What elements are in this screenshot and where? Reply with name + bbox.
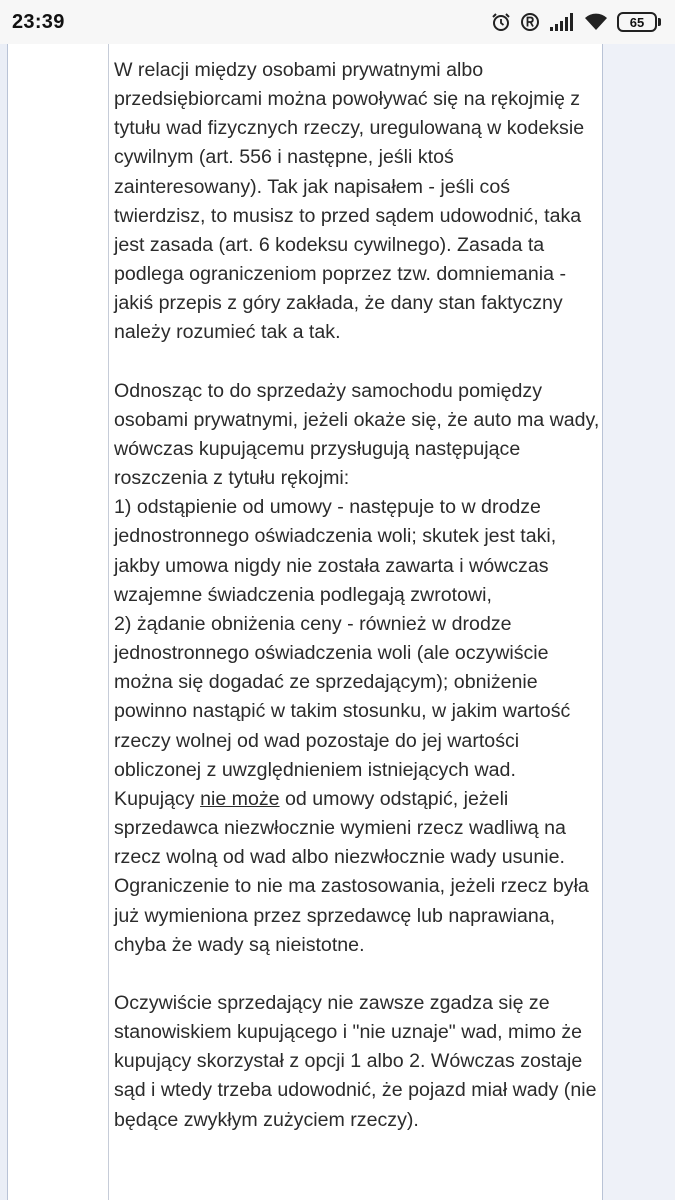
paragraph-gap: [114, 348, 602, 377]
author-column: [9, 44, 109, 1200]
status-icons: [491, 12, 661, 32]
status-bar: [0, 0, 675, 44]
underlined-phrase: nie może: [200, 787, 280, 810]
right-rail: [602, 44, 675, 1200]
buyer-prefix: Kupujący: [114, 787, 201, 810]
post-paragraph-1: W relacji między osobami prywatnymi albo przedsiębiorcami można powoływać się na rękojmię z tytułu wad fizycznych rzeczy, uregulowaną w kodeksie cywilnym (art. 556 i następne, jeśli ktoś zainteresowany). Tak jak napisałem - jeśli coś twierdzisz, to musisz to przed sądem udowodnić, taka jest zasada (art. 6 kodeksu cywilnego). Zasada ta podlega ograniczeniom poprzez tzw. domniemania - jakiś przepis z góry zakłada, że dany stan faktyczny należy rozumieć tak a tak.: [114, 59, 585, 344]
registered-icon: [520, 12, 540, 32]
signal-icon: [549, 13, 575, 31]
buyer-paragraph: [114, 785, 602, 960]
battery-tip: [658, 18, 661, 26]
left-rail: [0, 44, 8, 1200]
battery-level: 65: [617, 12, 657, 32]
alarm-icon: [491, 12, 511, 32]
clock: 23:39: [12, 10, 65, 33]
buyer-rest: od umowy odstąpić, jeżeli sprzedawca niezwłocznie wymieni rzecz wadliwą na rzecz wolną od wad albo niezwłocznie wady usunie. Ograniczenie to nie ma zastosowania, jeżeli rzecz była już wymieniona przez sprzedawcę lub naprawiana, chyba że wady są nieistotne.: [114, 787, 589, 956]
post-body: [114, 56, 602, 1135]
forum-page[interactable]: [0, 44, 675, 1200]
paragraph-gap: [114, 960, 602, 989]
post-paragraph-3: Oczywiście sprzedający nie zawsze zgadza się ze stanowiskiem kupującego i "nie uznaje" wad, mimo że kupujący skorzystał z opcji 1 albo 2. Wówczas zostaje sąd i wtedy trzeba udowodnić, że pojazd miał wady (nie będące zwykłym zużyciem rzeczy).: [114, 991, 597, 1131]
column-divider: [108, 44, 109, 1200]
claim-item-1: 1) odstąpienie od umowy - następuje to w drodze jednostronnego oświadczenia woli; skutek jest taki, jakby umowa nigdy nie została zawarta i wówczas wzajemne świadczenia podlegają zwrotowi,: [114, 496, 557, 606]
wifi-icon: [584, 13, 608, 31]
claim-item-2: 2) żądanie obniżenia ceny - również w drodze jednostronnego oświadczenia woli (ale oczywiście można się dogadać ze sprzedającym); obniżenie powinno nastąpić w takim stosunku, w jakim wartość rzeczy wolnej od wad pozostaje do jej wartości obliczonej z uwzględnieniem istniejących wad.: [114, 612, 571, 781]
battery-icon: [617, 12, 661, 32]
post-paragraph-2: Odnosząc to do sprzedaży samochodu pomiędzy osobami prywatnymi, jeżeli okaże się, że auto ma wady, wówczas kupującemu przysługują następujące roszczenia z tytułu rękojmi:: [114, 379, 600, 490]
